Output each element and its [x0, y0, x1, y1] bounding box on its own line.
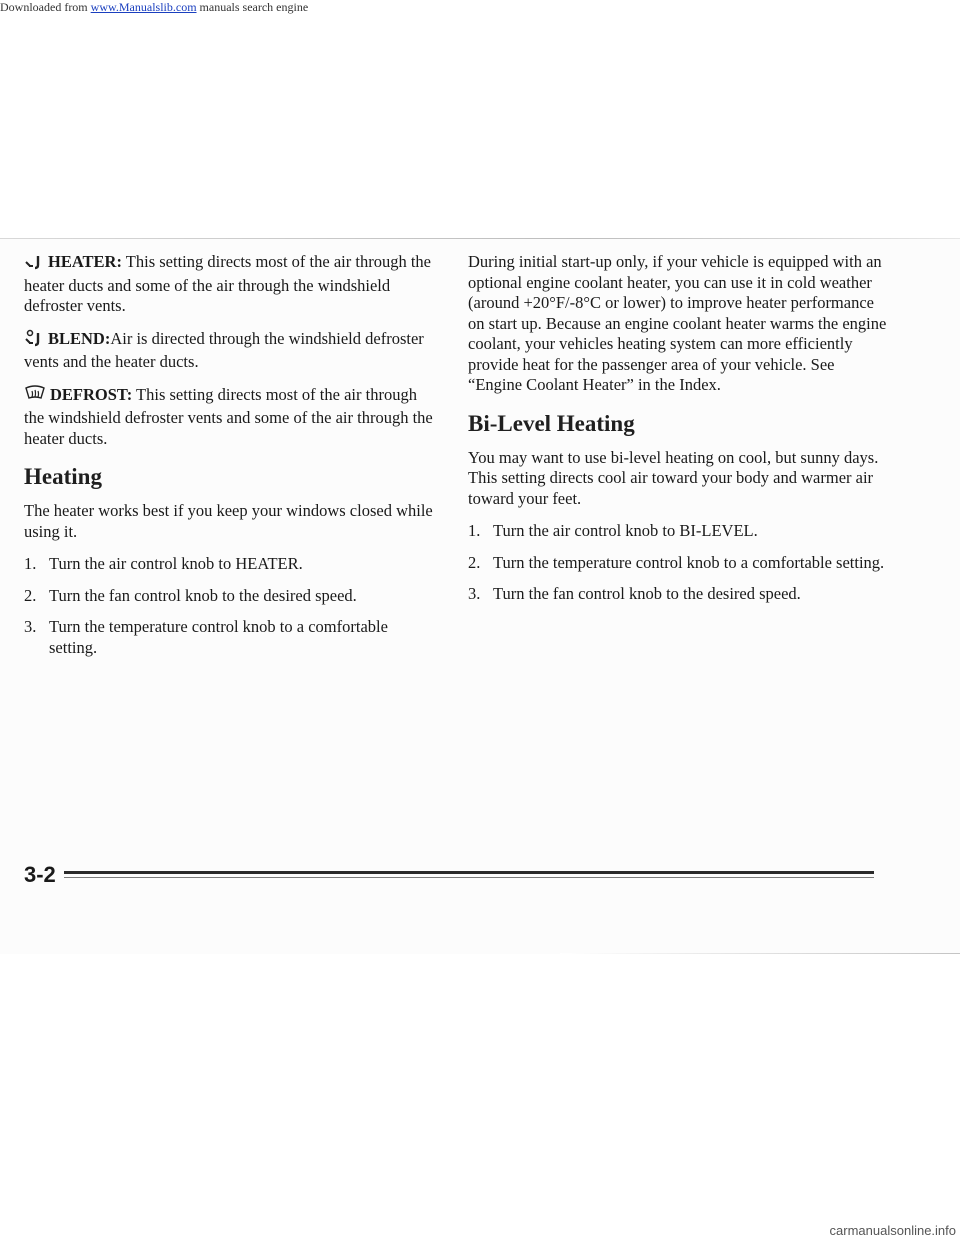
step-number: 1.: [24, 554, 37, 573]
blend-paragraph: [24, 329, 436, 373]
heating-heading: Heating: [24, 464, 102, 489]
heater-paragraph: [24, 252, 436, 317]
blend-text: Air is directed through the windshield defroster vents and the heater ducts.: [24, 328, 424, 371]
left-column: [24, 252, 436, 669]
list-item: [468, 553, 888, 574]
step-text: Turn the fan control knob to the desired speed.: [49, 585, 357, 605]
watermark: carmanualsonline.info: [829, 1223, 956, 1238]
list-item: [468, 584, 888, 605]
step-text: Turn the temperature control knob to a comfortable setting.: [49, 617, 388, 657]
step-number: 3.: [468, 584, 481, 603]
step-text: Turn the air control knob to BI-LEVEL.: [493, 521, 758, 540]
footer-rule: [64, 871, 874, 874]
bi-level-paragraph: You may want to use bi-level heating on cool, but sunny days. This setting directs cool air toward your body and warmer air toward your feet.: [468, 447, 879, 508]
list-item: [24, 586, 436, 607]
bi-level-steps: [468, 521, 888, 605]
defrost-text: This setting directs most of the air through the windshield defroster vents and some of the air through the heater ducts.: [24, 384, 433, 448]
step-number: 3.: [24, 617, 37, 636]
heating-steps: [24, 554, 436, 658]
step-number: 2.: [468, 552, 481, 572]
blend-mode-icon: [24, 329, 44, 353]
right-column: [468, 252, 888, 616]
list-item: [24, 617, 436, 658]
list-item: [24, 554, 436, 575]
footer-rule-thin: [64, 877, 874, 878]
blend-term: BLEND:: [48, 328, 111, 348]
heater-mode-icon: [24, 254, 44, 276]
manualslib-link[interactable]: www.Manualslib.com: [90, 0, 197, 14]
heating-intro: The heater works best if you keep your windows closed while using it.: [24, 501, 433, 541]
banner-suffix: manuals search engine: [196, 0, 309, 14]
download-banner: [0, 0, 308, 15]
heater-term: HEATER:: [48, 252, 122, 271]
coolant-heater-paragraph: During initial start-up only, if your vehicle is equipped with an optional engine coolant heater, you can use it in cold weather (around +20°F/-8°C or lower) to improve heater performance on start up. Because an engine coolant heater warms the engine coolant, your vehicles heating system can more efficiently provide heat for the passenger area of your vehicle. See “Engine Coolant Heater” in the Index.: [468, 252, 887, 394]
page-number: 3-2: [24, 862, 56, 887]
bottom-rule: [560, 953, 960, 954]
banner-prefix: Downloaded from: [0, 0, 91, 14]
step-number: 1.: [468, 521, 481, 540]
step-number: 2.: [24, 585, 37, 605]
step-text: Turn the fan control knob to the desired speed.: [493, 584, 801, 603]
list-item: [468, 521, 888, 542]
defrost-paragraph: [24, 385, 436, 450]
defrost-mode-icon: [24, 385, 46, 409]
heater-text: This setting directs most of the air through the heater ducts and some of the air through the windshield defroster vents.: [24, 252, 431, 315]
defrost-term: DEFROST:: [50, 384, 133, 404]
bi-level-heading: Bi-Level Heating: [468, 410, 635, 436]
step-text: Turn the temperature control knob to a comfortable setting.: [493, 552, 885, 572]
step-text: Turn the air control knob to HEATER.: [49, 554, 303, 573]
